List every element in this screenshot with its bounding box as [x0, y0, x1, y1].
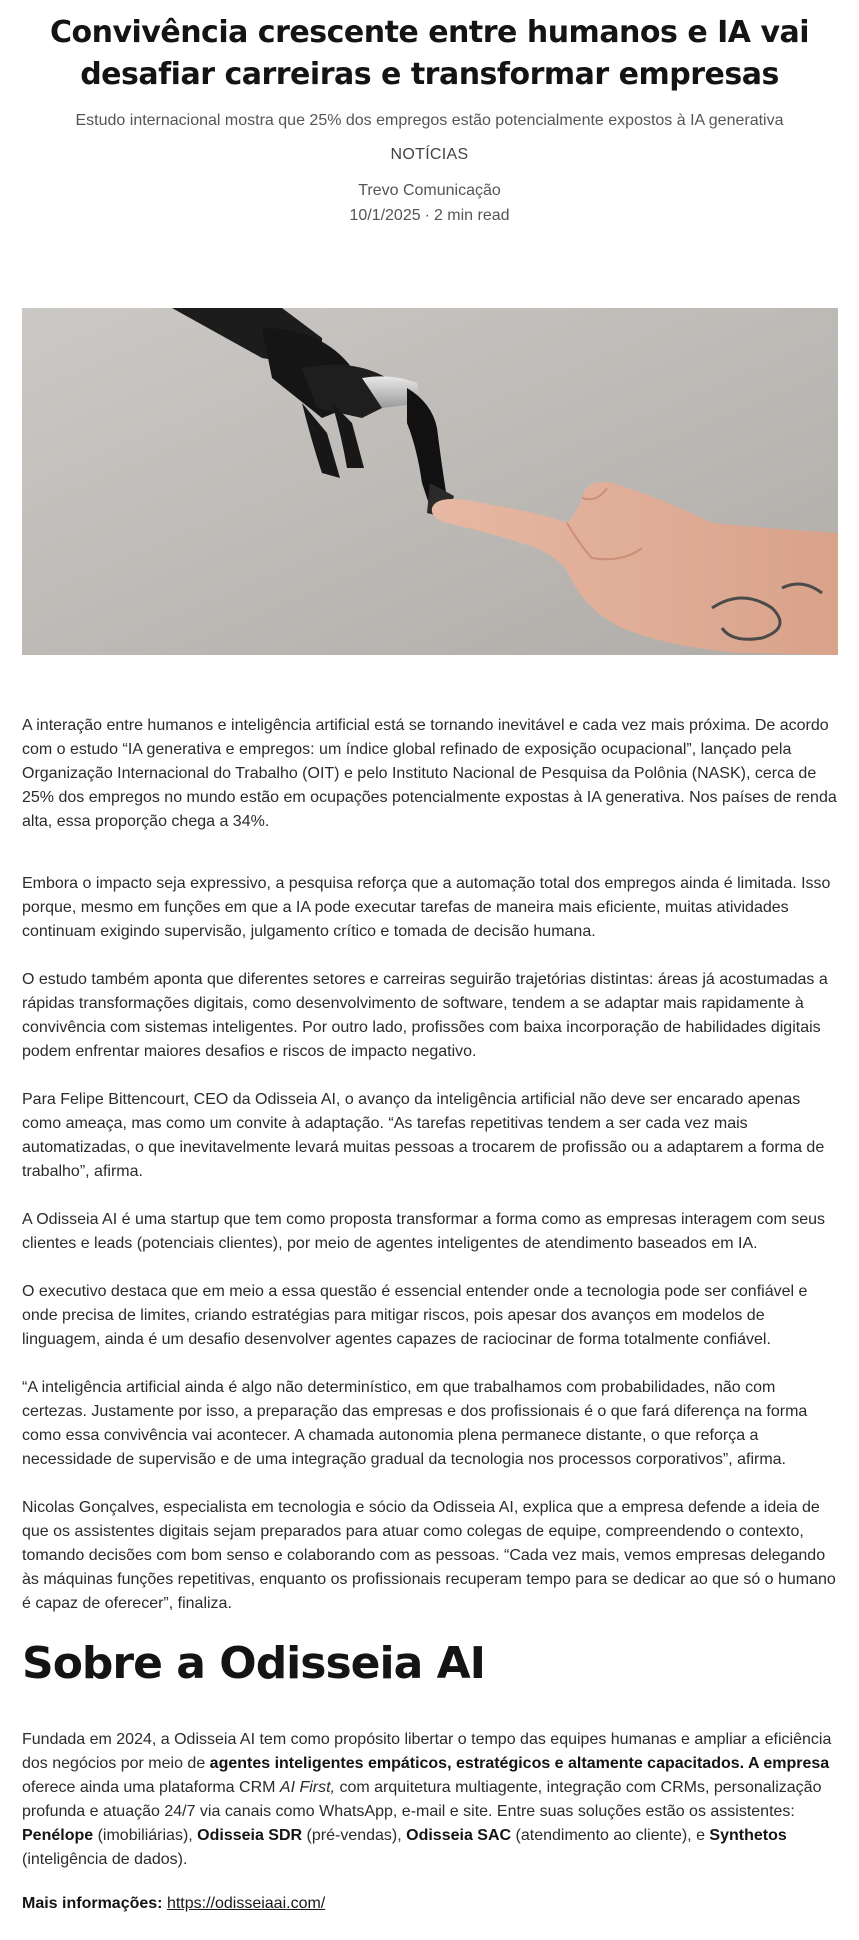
article-header [0, 0, 859, 227]
about-paragraph [22, 1728, 838, 1872]
article-subtitle: Estudo internacional mostra que 25% dos empregos estão potencialmente expostos à IA generativa [75, 112, 784, 129]
about-highlight-company: A empresa [744, 1755, 830, 1772]
article-paragraph: A interação entre humanos e inteligência artificial está se tornando inevitável e cada vez mais próxima. De acordo com o estudo “IA generativa e empregos: um índice global refinado de exposição ocupacional”, lançado pela Organização Internacional do Trabalho (OIT) e pelo Instituto Nacional de Pesquisa da Polônia (NASK), cerca de 25% dos empregos no mundo estão em ocupações potencialmente expostas à IA generativa. Nos países de renda alta, essa proporção chega a 34%. [22, 717, 837, 830]
more-info [22, 1892, 838, 1916]
publish-date: 10/1/2025 [349, 207, 421, 224]
assistant-name: Odisseia SDR [197, 1827, 303, 1844]
assistant-name: Synthetos [709, 1827, 787, 1844]
article-paragraph: Para Felipe Bittencourt, CEO da Odisseia AI, o avanço da inteligência artificial não deve ser encarado apenas como ameaça, mas como um convite à adaptação. “As tarefas repetitivas tendem a ser cada vez mais automatizadas, o que inevitavelmente levará muitas pessoas a trocarem de profissão ou a adaptarem a forma de trabalho”, afirma. [22, 1091, 825, 1180]
article-title: Convivência crescente entre humanos e IA vai desafiar carreiras e transformar empresas [49, 15, 810, 92]
more-info-label: Mais informações: [22, 1895, 163, 1912]
hero-image [22, 308, 838, 655]
assistant-name: Odisseia SAC [406, 1827, 512, 1844]
assistant-name: Penélope [22, 1827, 94, 1844]
author-name[interactable]: Trevo Comunicação [358, 182, 501, 199]
article-paragraph: Nicolas Gonçalves, especialista em tecnologia e sócio da Odisseia AI, explica que a empresa defende a ideia de que os assistentes digitais sejam preparados para atuar como colegas de equipe, compreendendo o contexto, tomando decisões com bom senso e colaborando com as pessoas. “Cada vez mais, vemos empresas delegando às máquinas funções repetitivas, enquanto os profissionais recuperam tempo para se dedicar ao que só o humano é capaz de oferecer”, finaliza. [22, 1499, 836, 1612]
assistant-desc: (pré-vendas), [302, 1827, 407, 1844]
meta-separator: · [424, 207, 430, 224]
assistant-desc: (imobiliárias), [93, 1827, 198, 1844]
about-italic: AI First, [279, 1779, 336, 1796]
about-highlight: agentes inteligentes empáticos, estratégicos e altamente capacitados. [209, 1755, 745, 1772]
about-text: Fundada em 2024, a Odisseia AI tem como propósito libertar o tempo das equipes humanas e ampliar a eficiência dos negócios por meio de [22, 1731, 832, 1772]
article-paragraph: A Odisseia AI é uma startup que tem como proposta transformar a forma como as empresas interagem com seus clientes e leads (potenciais clientes), por meio de agentes inteligentes de atendimento baseados em IA. [22, 1211, 826, 1252]
category-tag[interactable]: NOTÍCIAS [390, 146, 469, 163]
website-link[interactable]: https://odisseiaai.com/ [166, 1895, 326, 1912]
article-meta [0, 205, 859, 227]
robot-hand-illustration [22, 308, 838, 655]
about-heading: Sobre a Odisseia AI [22, 1638, 486, 1689]
article-paragraph: Embora o impacto seja expressivo, a pesquisa reforça que a automação total dos empregos ainda é limitada. Isso porque, mesmo em funções em que a IA pode executar tarefas de maneira mais eficiente, muitas atividades continuam exigindo supervisão, julgamento crítico e tomada de decisão humana. [22, 875, 831, 940]
assistant-desc: (inteligência de dados). [22, 1851, 188, 1868]
about-section [22, 1636, 838, 1916]
about-text: oferece ainda uma plataforma CRM [22, 1779, 280, 1796]
article-paragraph: O estudo também aponta que diferentes setores e carreiras seguirão trajetórias distintas: áreas já acostumadas a rápidas transformações digitais, como desenvolvimento de software, tendem a se adaptar mais rapidamente à convivência com sistemas inteligentes. Por outro lado, profissões com baixa incorporação de habilidades digitais podem enfrentar maiores desafios e riscos de impacto negativo. [22, 971, 828, 1060]
article-paragraph: “A inteligência artificial ainda é algo não determinístico, em que trabalhamos com probabilidades, não com certezas. Justamente por isso, a preparação das empresas e dos profissionais é o que fará diferença na forma como essa convivência vai acontecer. A chamada autonomia plena permanece distante, o que reforça a necessidade de supervisão e de uma integração gradual da tecnologia nos processos corporativos”, afirma. [22, 1379, 808, 1468]
article-body [22, 714, 838, 1936]
article-paragraph: O executivo destaca que em meio a essa questão é essencial entender onde a tecnologia pode ser confiável e onde precisa de limites, criando estratégias para mitigar riscos, pois apesar dos avanços em modelos de linguagem, ainda é um desafio desenvolver agentes capazes de raciocinar de forma totalmente confiável. [22, 1283, 808, 1348]
read-time: 2 min read [433, 207, 510, 224]
about-text: com arquitetura multiagente, integração com CRMs, personalização profunda e atuação 24/7 via canais como WhatsApp, e-mail e site. Entre suas soluções estão os assistentes: [22, 1779, 822, 1820]
assistant-desc: (atendimento ao cliente), e [511, 1827, 710, 1844]
